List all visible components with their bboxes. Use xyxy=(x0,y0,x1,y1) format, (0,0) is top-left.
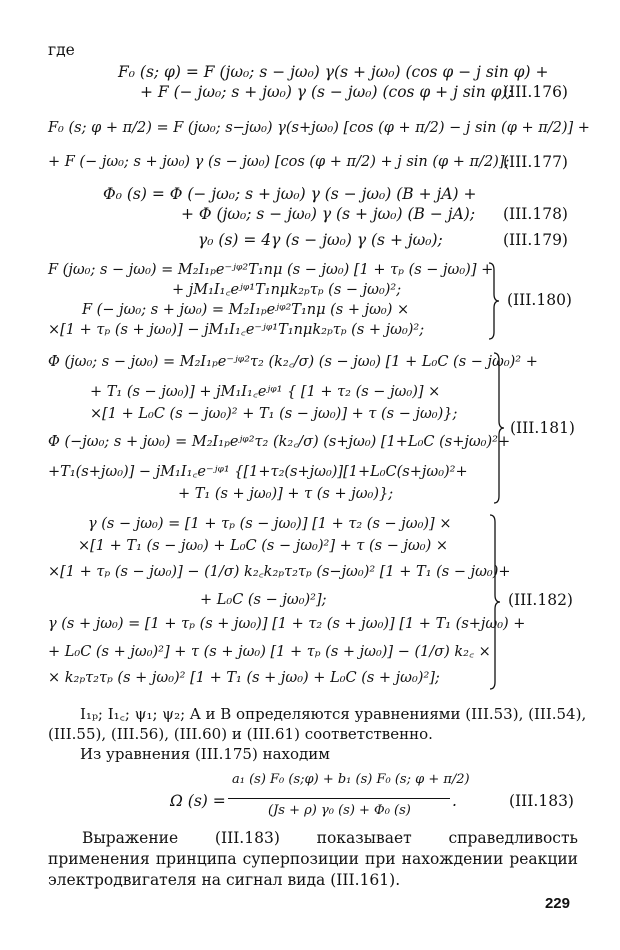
equation-number-182: (III.182) xyxy=(508,591,573,609)
equation-183-fraction-bar xyxy=(228,798,450,799)
conclusion-text: Выражение (III.183) показывает справедливость применения принципа суперпозиции при нахождении реакции электродвигателя на сигнал вида (III.161). xyxy=(48,829,578,889)
equation-176-line-1: F₀ (s; φ) = F (jω₀; s − jω₀) γ(s + jω₀) (cos φ − j sin φ) + xyxy=(118,63,549,81)
equation-182-line-1: γ (s − jω₀) = [1 + τₚ (s − jω₀)] [1 + τ₂ (s − jω₀)] × xyxy=(88,516,452,532)
equation-180-line-1: F (jω₀; s − jω₀) = M₂I₁ₚe⁻ʲᵠ²T₁nμ (s − jω₀) [1 + τₚ (s − jω₀)] + xyxy=(48,262,494,278)
equation-number-177: (III.177) xyxy=(503,153,568,171)
conclusion-paragraph xyxy=(48,828,578,891)
equation-181-line-6: + T₁ (s + jω₀)] + τ (s + jω₀)}; xyxy=(178,486,394,502)
equation-176-line-2: + F (− jω₀; s + jω₀) γ (s − jω₀) (cos φ + j sin φ); xyxy=(140,83,513,101)
equation-180-line-4: ×[1 + τₚ (s + jω₀)] − jM₁I₁꜀e⁻ʲᵠ¹T₁nμk₂ₚτₚ (s + jω₀)²; xyxy=(48,322,425,338)
equation-183-numerator: a₁ (s) F₀ (s;φ) + b₁ (s) F₀ (s; φ + π/2) xyxy=(232,772,470,787)
equation-number-183: (III.183) xyxy=(509,792,574,810)
equation-182-line-6: + L₀C (s + jω₀)²] + τ (s + jω₀) [1 + τₚ (s + jω₀)] − (1/σ) k₂꜀ × xyxy=(48,644,491,660)
brace-181 xyxy=(492,352,506,504)
intro-word: где xyxy=(48,41,75,59)
equation-178-line-1: Φ₀ (s) = Φ (− jω₀; s + jω₀) γ (s − jω₀) (B + jA) + xyxy=(103,185,477,203)
equation-182-line-2: ×[1 + T₁ (s − jω₀) + L₀C (s − jω₀)²] + τ (s − jω₀) × xyxy=(78,538,448,554)
equation-182-line-3: ×[1 + τₚ (s − jω₀)] − (1/σ) k₂꜀k₂ₚτ₂τₚ (s−jω₀)² [1 + T₁ (s − jω₀)+ xyxy=(48,564,511,580)
definitions-line-2: (III.55), (III.56), (III.60) и (III.61) соответственно. xyxy=(48,725,433,743)
equation-181-line-5: +T₁(s+jω₀)] − jM₁I₁꜀e⁻ʲᵠ¹ {[1+τ₂(s+jω₀)][1+L₀C(s+jω₀)²+ xyxy=(48,464,468,480)
definitions-line-3: Из уравнения (III.175) находим xyxy=(80,745,330,763)
equation-179: γ₀ (s) = 4γ (s − jω₀) γ (s + jω₀); xyxy=(198,231,443,249)
equation-number-181: (III.181) xyxy=(510,419,575,437)
equation-183-lhs: Ω (s) = xyxy=(170,792,226,810)
brace-180 xyxy=(487,262,501,340)
equation-181-line-3: ×[1 + L₀C (s − jω₀)² + T₁ (s − jω₀)] + τ (s − jω₀)}; xyxy=(90,406,458,422)
equation-178-line-2: + Φ (jω₀; s − jω₀) γ (s + jω₀) (B − jA); xyxy=(181,205,476,223)
equation-181-line-2: + T₁ (s − jω₀)] + jM₁I₁꜀eʲᵠ¹ { [1 + τ₂ (s − jω₀)] × xyxy=(90,384,441,400)
equation-181-line-1: Φ (jω₀; s − jω₀) = M₂I₁ₚe⁻ʲᵠ²τ₂ (k₂꜀/σ) (s − jω₀) [1 + L₀C (s − jω₀)² + xyxy=(48,354,538,370)
equation-182-line-7: × k₂ₚτ₂τₚ (s + jω₀)² [1 + T₁ (s + jω₀) + L₀C (s + jω₀)²]; xyxy=(48,670,440,686)
equation-number-179: (III.179) xyxy=(503,231,568,249)
brace-182 xyxy=(488,514,502,690)
page-number: 229 xyxy=(544,895,570,912)
equation-number-180: (III.180) xyxy=(507,291,572,309)
equation-182-line-4: + L₀C (s − jω₀)²]; xyxy=(200,592,327,608)
equation-181-line-4: Φ (−jω₀; s + jω₀) = M₂I₁ₚeʲᵠ²τ₂ (k₂꜀/σ) (s+jω₀) [1+L₀C (s+jω₀)²+ xyxy=(48,434,511,450)
equation-number-176: (III.176) xyxy=(503,83,568,101)
equation-177-line-2: + F (− jω₀; s + jω₀) γ (s − jω₀) [cos (φ + π/2) + j sin (φ + π/2)]; xyxy=(48,154,510,170)
equation-183-denominator: (Js + ρ) γ₀ (s) + Φ₀ (s) xyxy=(268,803,411,818)
definitions-line-1: I₁ₚ; I₁꜀; ψ₁; ψ₂; A и B определяются уравнениями (III.53), (III.54), xyxy=(80,705,587,723)
equation-182-line-5: γ (s + jω₀) = [1 + τₚ (s + jω₀)] [1 + τ₂ (s + jω₀)] [1 + T₁ (s+jω₀) + xyxy=(48,616,526,632)
equation-177-line-1: F₀ (s; φ + π/2) = F (jω₀; s−jω₀) γ(s+jω₀) [cos (φ + π/2) − j sin (φ + π/2)] + xyxy=(48,120,590,136)
equation-183-period: . xyxy=(452,792,457,810)
equation-180-line-3: F (− jω₀; s + jω₀) = M₂I₁ₚeʲᵠ²T₁nμ (s + jω₀) × xyxy=(82,302,410,318)
equation-180-line-2: + jM₁I₁꜀eʲᵠ¹T₁nμk₂ₚτₚ (s − jω₀)²; xyxy=(172,282,402,298)
equation-number-178: (III.178) xyxy=(503,205,568,223)
